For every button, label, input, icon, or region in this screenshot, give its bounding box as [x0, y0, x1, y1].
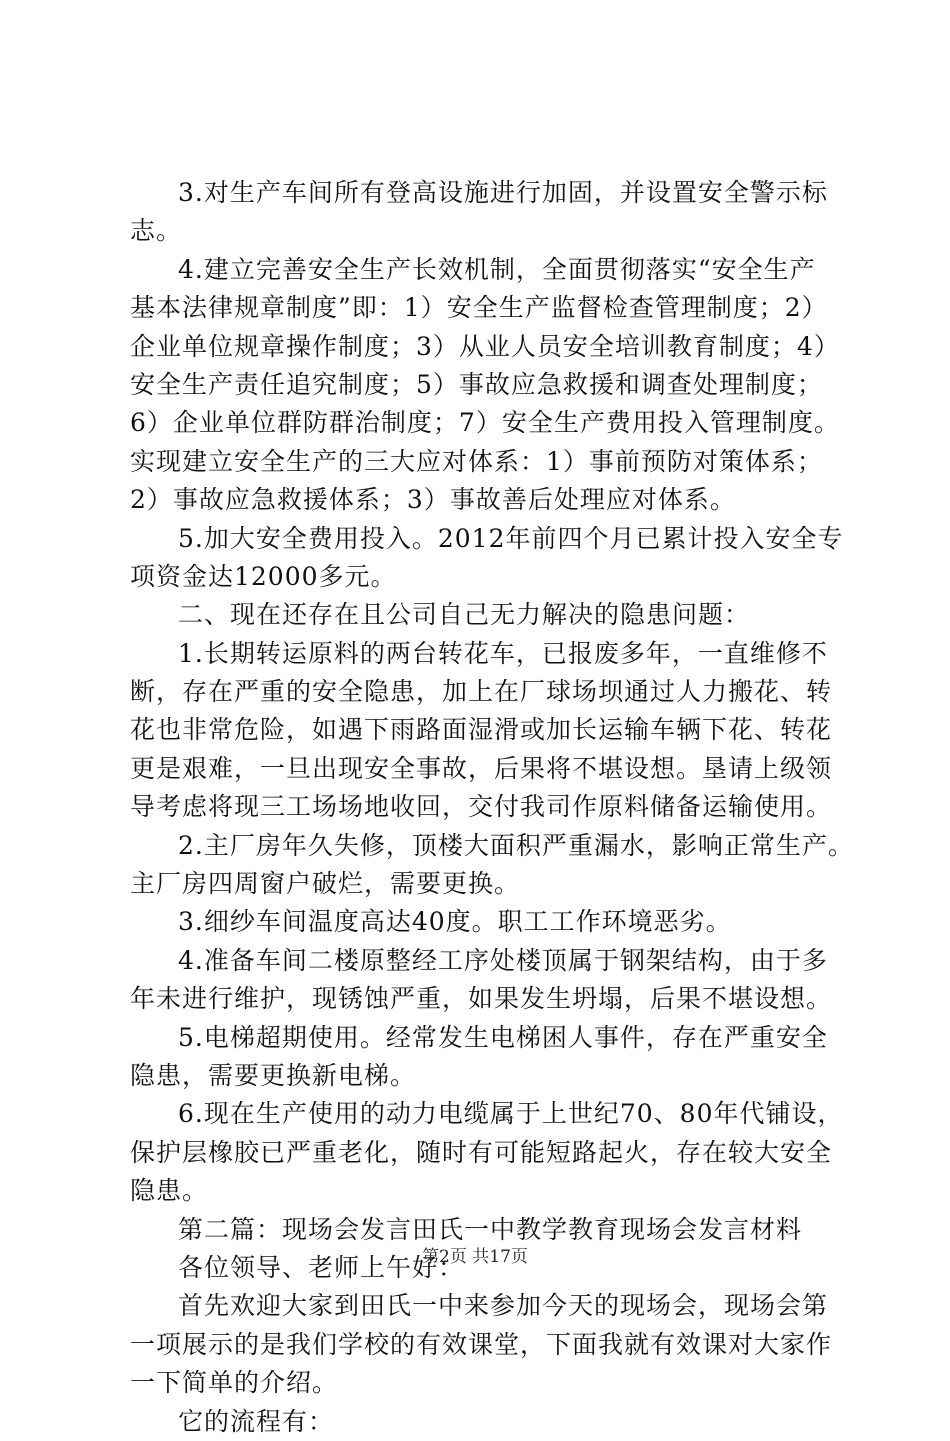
paragraph-line: 6）企业单位群防群治制度；7）安全生产费用投入管理制度。: [130, 408, 840, 438]
paragraph-line: 3.细纱车间温度高达40度。职工工作环境恶劣。: [178, 907, 732, 937]
paragraph-line: 一下简单的介绍。: [130, 1368, 339, 1398]
paragraph-line: 志。: [130, 216, 183, 246]
paragraph-line: 花也非常危险，如遇下雨路面湿滑或加长运输车辆下花、转花: [130, 715, 833, 745]
paragraph-line: 3.对生产车间所有登高设施进行加固，并设置安全警示标: [178, 178, 828, 207]
paragraph-line: 一项展示的是我们学校的有效课堂，下面我就有效课对大家作: [130, 1329, 833, 1359]
salutation-line: 各位领导、老师上午好：: [178, 1252, 465, 1282]
paragraph-line: 6.现在生产使用的动力电缆属于上世纪70、80年代铺设，: [178, 1099, 844, 1129]
paragraph-line: 基本法律规章制度”即：1）安全生产监督检查管理制度；2）: [130, 293, 828, 323]
paragraph-line: 隐患，需要更换新电梯。: [130, 1060, 417, 1090]
paragraph-line: 保护层橡胶已严重老化，随时有可能短路起火，存在较大安全: [130, 1137, 833, 1167]
paragraph-line: 断，存在严重的安全隐患，加上在厂球场坝通过人力搬花、转: [130, 677, 833, 707]
paragraph-line: 5.电梯超期使用。经常发生电梯困人事件，存在严重安全: [178, 1022, 828, 1052]
paragraph-line: 导考虑将现三工场场地收回，交付我司作原料储备运输使用。: [130, 792, 833, 822]
paragraph-line: 隐患。: [130, 1176, 209, 1206]
paragraph-line: 实现建立安全生产的三大应对体系：1）事前预防对策体系；: [130, 446, 823, 476]
page-number-footer: 第2页 共17页: [422, 1247, 528, 1267]
paragraph-line: 项资金达12000多元。: [130, 561, 397, 591]
section-heading: 二、现在还存在且公司自己无力解决的隐患问题：: [178, 600, 751, 630]
paragraph-line: 企业单位规章操作制度；3）从业人员安全培训教育制度；4）: [130, 331, 840, 361]
paragraph-line: 年未进行维护，现锈蚀严重，如果发生坍塌，后果不堪设想。: [130, 984, 833, 1014]
paragraph-line: 更是艰难，一旦出现安全事故，后果将不堪设想。垦请上级领: [130, 753, 833, 783]
paragraph-line: 它的流程有：: [178, 1406, 335, 1436]
paragraph-line: 1.长期转运原料的两台转花车，已报废多年，一直维修不: [178, 638, 828, 668]
paragraph-line: 4.准备车间二楼原整经工序处楼顶属于钢架结构，由于多: [178, 945, 828, 975]
section-heading: 第二篇：现场会发言田氏一中教学教育现场会发言材料: [178, 1214, 803, 1244]
paragraph-line: 主厂房四周窗户破烂，需要更换。: [130, 869, 521, 899]
paragraph-line: 安全生产责任追究制度；5）事故应急救援和调查处理制度；: [130, 369, 823, 399]
paragraph-line: 2）事故应急救援体系；3）事故善后处理应对体系。: [130, 485, 736, 515]
paragraph-line: 首先欢迎大家到田氏一中来参加今天的现场会，现场会第: [178, 1291, 829, 1321]
paragraph-line: 4.建立完善安全生产长效机制，全面贯彻落实“安全生产: [178, 254, 816, 284]
paragraph-line: 2.主厂房年久失修，顶楼大面积严重漏水，影响正常生产。: [178, 830, 854, 860]
paragraph-line: 5.加大安全费用投入。2012年前四个月已累计投入安全专: [178, 523, 844, 553]
